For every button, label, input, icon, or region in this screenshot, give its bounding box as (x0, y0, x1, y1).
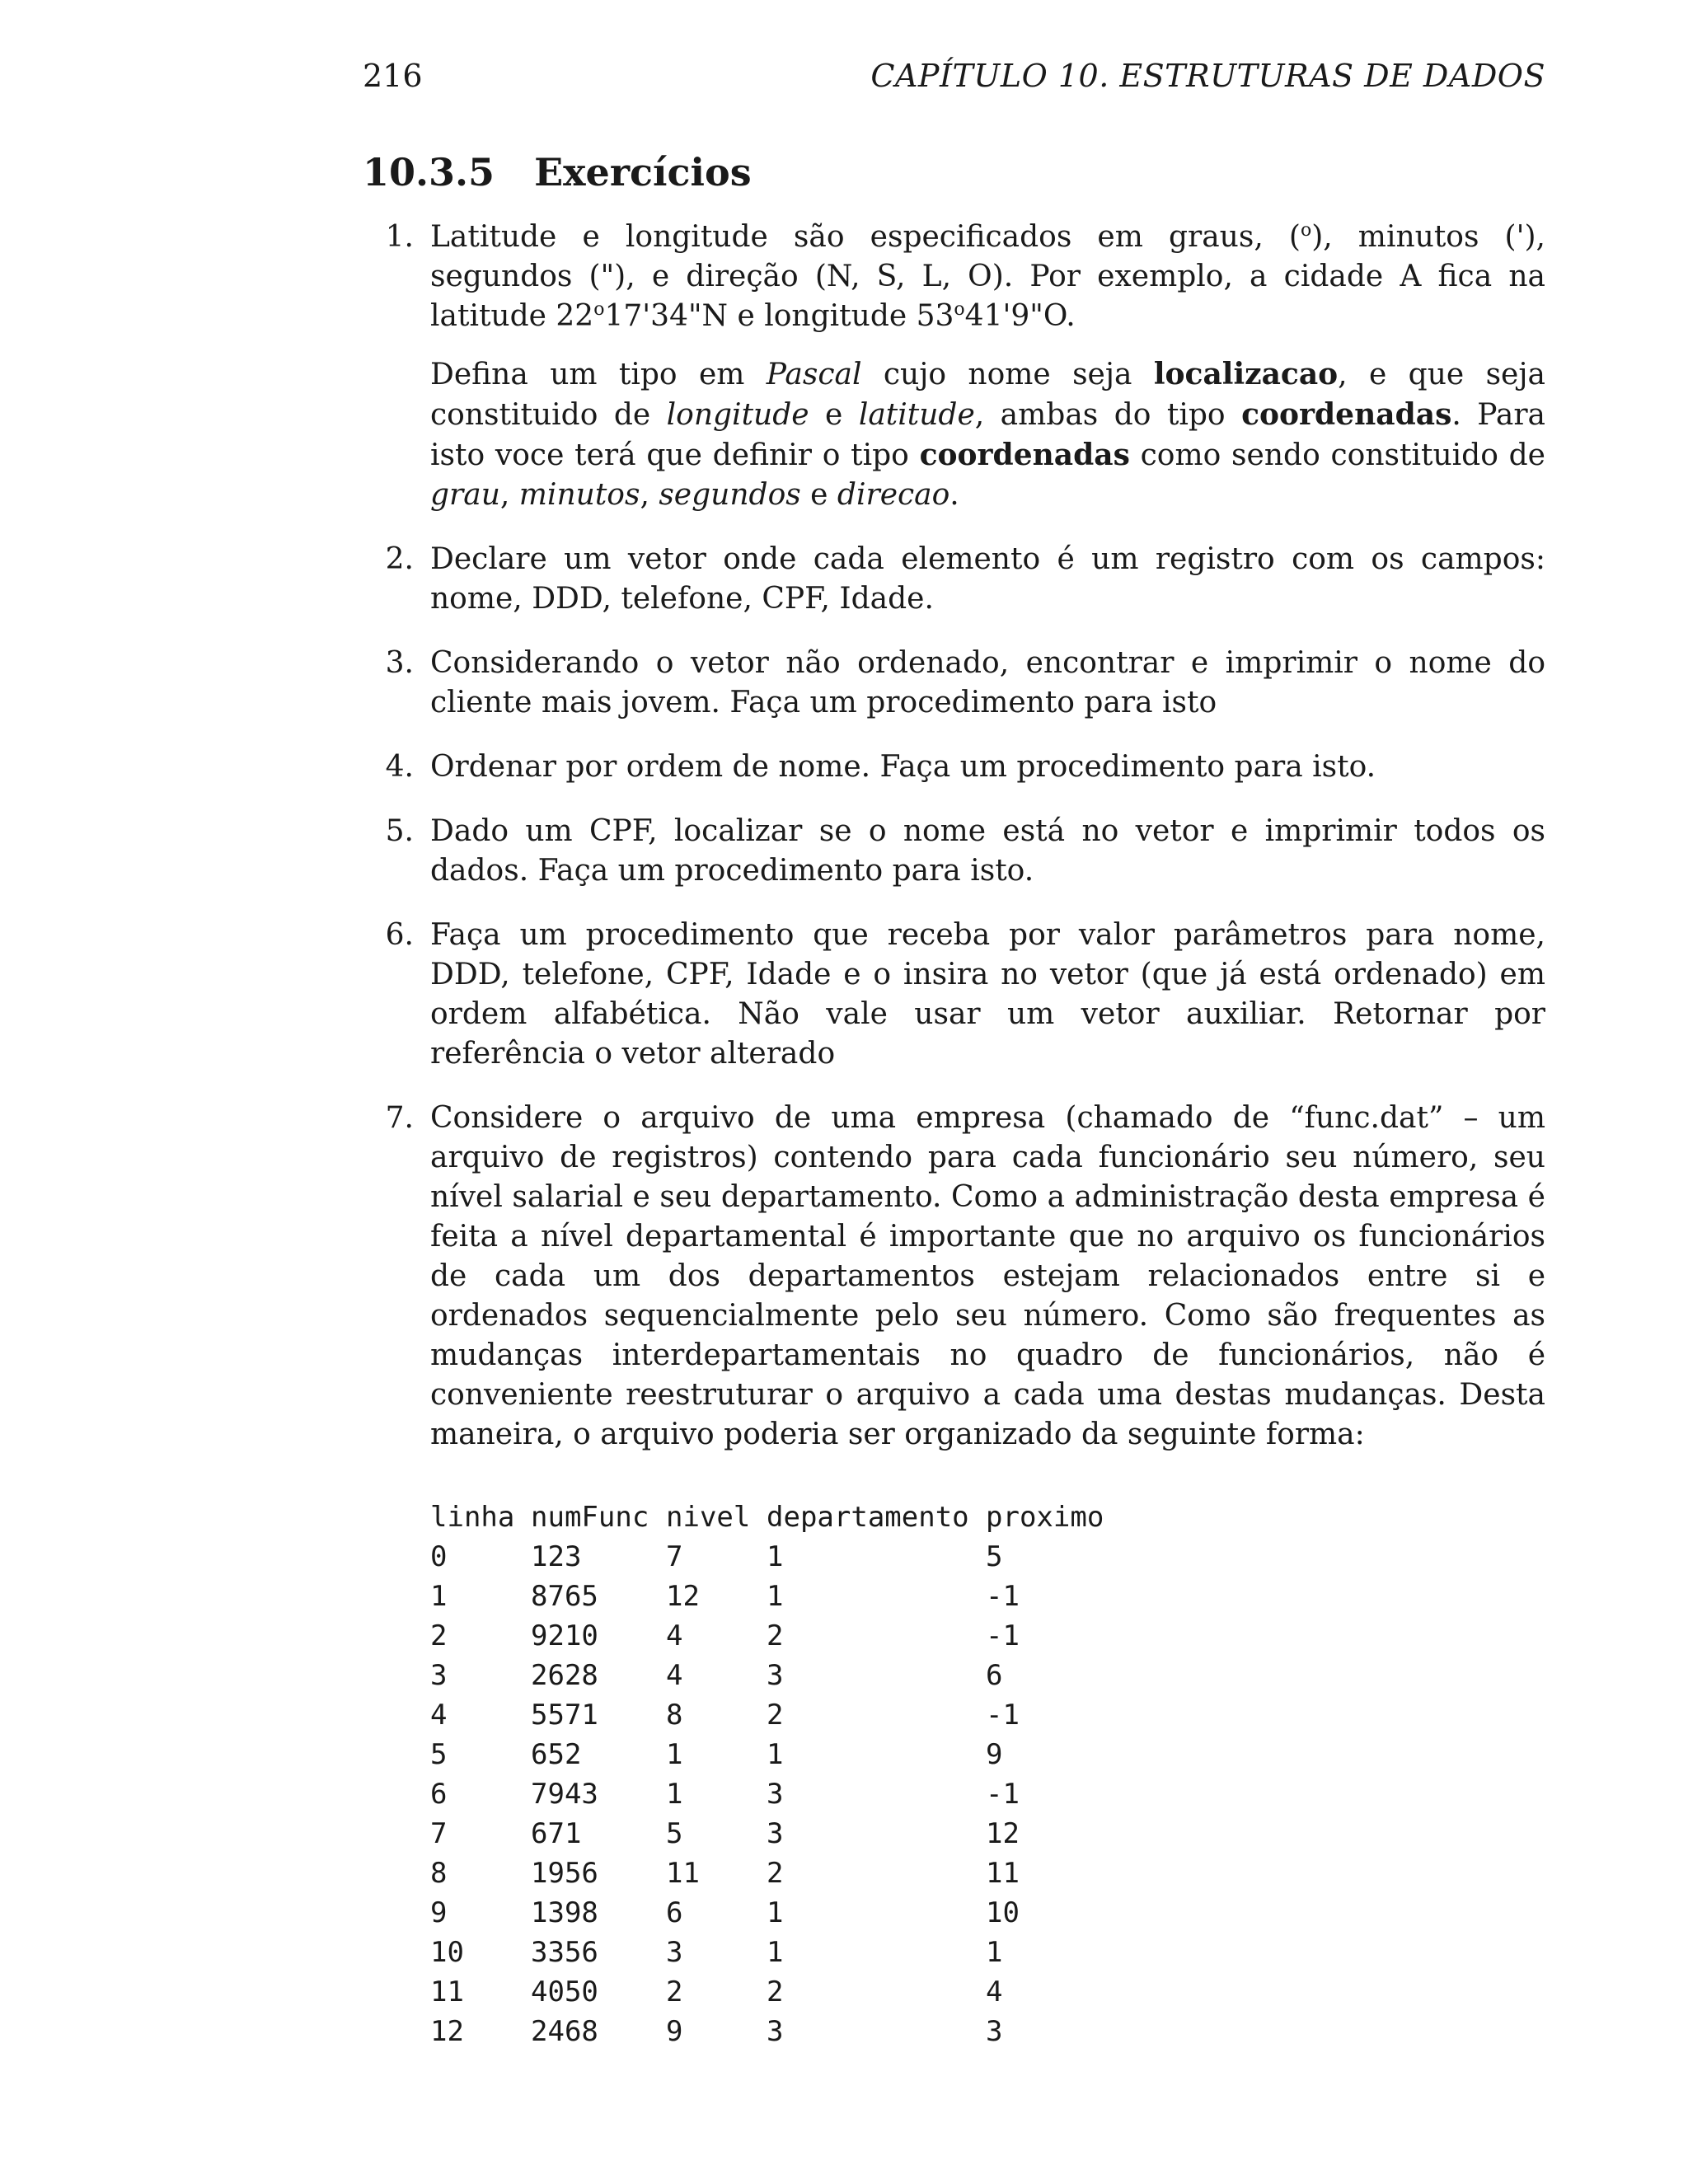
exercise-paragraph: Faça um procedimento que receba por valor parâmetros para nome, DDD, telefone, CPF, Idade e o insira no vetor (que já está ordenado) em ordem alfabética. Não vale usar um vetor auxiliar. Retornar por referência o vetor alterado (430, 918, 1545, 1071)
table-row (430, 1774, 1104, 1814)
column-header: proximo (986, 1501, 1104, 1534)
table-cell: 7 (666, 1540, 683, 1573)
exercise-paragraph: Considere o arquivo de uma empresa (chamado de “func.dat” – um arquivo de registros) contendo para cada funcionário seu número, seu nível salarial e seu departamento. Como a administração desta empresa é feita a nível departamental é importante que no arquivo os funcionários de cada um dos departamentos estejam relacionados entre si e ordenados sequencialmente pelo seu número. Como são frequentes as mudanças interdepartamentais no quadro de funcionários, não é conveniente reestruturar o arquivo a cada uma destas mudanças. Desta maneira, o arquivo poderia ser organizado da seguinte forma: (430, 1101, 1545, 1451)
text-run: como sendo constituido de (1129, 438, 1545, 472)
exercise-content (430, 218, 1545, 515)
table-cell: 1 (666, 1738, 683, 1771)
table-cell: 2468 (531, 2015, 598, 2048)
degree-superscript: o (954, 299, 965, 320)
table-cell: -1 (986, 1699, 1020, 1732)
text-run: . Para isto voce terá que definir o tipo (430, 398, 1545, 472)
text-run: Defina um tipo em (430, 358, 767, 391)
table-cell: 2 (666, 1975, 683, 2008)
exercise-number: 1. (385, 220, 414, 254)
page-number: 216 (363, 58, 423, 94)
bold-term: coordenadas (919, 438, 1130, 472)
table-cell: 7943 (531, 1778, 598, 1811)
exercise-content (430, 1099, 1545, 2051)
table-cell: 4 (430, 1699, 448, 1732)
text-run: , (640, 478, 659, 512)
table-cell: 1 (767, 1896, 784, 1929)
section-number: 10.3.5 (363, 150, 495, 194)
table-row (430, 1893, 1104, 1933)
exercise-1 (363, 218, 1545, 515)
table-cell: 1 (767, 1738, 784, 1771)
text-run: . (950, 478, 959, 512)
italic-term: longitude (666, 398, 809, 432)
table-cell: 1 (767, 1580, 784, 1613)
table-cell: 9 (666, 2015, 683, 2048)
exercise-content (430, 916, 1545, 1074)
table-cell: 4 (666, 1619, 683, 1652)
table-cell: 1956 (531, 1857, 598, 1890)
table-cell: 9210 (531, 1619, 598, 1652)
table-body (430, 1537, 1104, 2051)
italic-term: latitude (858, 398, 975, 432)
table-cell: 6 (430, 1778, 448, 1811)
exercise-content (430, 812, 1545, 891)
exercise-number: 3. (385, 646, 414, 680)
table-cell: 5 (430, 1738, 448, 1771)
exercise-paragraph: Declare um vetor onde cada elemento é um registro com os campos: nome, DDD, telefone, CPF, Idade. (430, 542, 1545, 616)
table-cell: 2 (767, 1975, 784, 2008)
exercise-content (430, 644, 1545, 723)
table-cell: 4 (986, 1975, 1003, 2008)
table-cell: 671 (531, 1817, 582, 1850)
italic-term: Pascal (766, 358, 862, 391)
table-cell: 3 (666, 1936, 683, 1969)
text-run: ), minutos ('), segundos ("), e direção (N, S, L, O). Por exemplo, a cidade A fica na latitude 22 (430, 220, 1545, 333)
table-row (430, 1814, 1104, 1854)
section-title: Exercícios (534, 150, 752, 194)
table-cell: 1 (767, 1540, 784, 1573)
table-cell: 8765 (531, 1580, 598, 1613)
column-header: departamento (767, 1501, 969, 1534)
table-cell: -1 (986, 1619, 1020, 1652)
table-cell: 3 (767, 1659, 784, 1692)
table-cell: 8 (666, 1699, 683, 1732)
table-header-row (430, 1497, 1104, 1537)
text-run: 41'9"O. (964, 299, 1076, 333)
table-cell: -1 (986, 1580, 1020, 1613)
bold-term: coordenadas (1241, 397, 1452, 432)
text-run: , (499, 478, 519, 512)
table-cell: 3356 (531, 1936, 598, 1969)
table-cell: 11 (666, 1857, 700, 1890)
table-cell: 6 (986, 1659, 1003, 1692)
table-row (430, 2012, 1104, 2051)
text-run: 17'34"N e longitude 53 (604, 299, 954, 333)
exercise-paragraph: Dado um CPF, localizar se o nome está no vetor e imprimir todos os dados. Faça um procedimento para isto. (430, 814, 1545, 888)
exercise-number: 5. (385, 814, 414, 848)
table-row (430, 1933, 1104, 1972)
text-run: e (800, 478, 837, 512)
table-row (430, 1735, 1104, 1774)
table-cell: 3 (767, 1778, 784, 1811)
text-run: Latitude e longitude são especificados em graus, ( (430, 220, 1301, 254)
exercise-4 (363, 748, 1545, 787)
table-cell: 3 (767, 2015, 784, 2048)
exercise-number: 7. (385, 1101, 414, 1135)
table-cell: 1 (767, 1936, 784, 1969)
exercise-5 (363, 812, 1545, 891)
table-cell: 7 (430, 1817, 448, 1850)
italic-term: direcao (837, 478, 950, 512)
table-cell: 1 (666, 1778, 683, 1811)
table-cell: 12 (666, 1580, 700, 1613)
table-cell: 8 (430, 1857, 448, 1890)
table-cell: 123 (531, 1540, 582, 1573)
italic-term: minutos (518, 478, 640, 512)
exercise-number: 4. (385, 750, 414, 784)
table-cell: 5 (986, 1540, 1003, 1573)
table-cell: -1 (986, 1778, 1020, 1811)
text-run: cujo nome seja (861, 358, 1154, 391)
table-cell: 1 (430, 1580, 448, 1613)
column-header: numFunc (531, 1501, 649, 1534)
table-row (430, 1695, 1104, 1735)
document-page (363, 58, 1545, 2076)
table-row (430, 1854, 1104, 1893)
column-header: linha (430, 1501, 515, 1534)
text-run: , ambas do tipo (974, 398, 1242, 432)
text-run: , e que seja constituido de (430, 358, 1545, 432)
table-cell: 3 (767, 1817, 784, 1850)
table-cell: 5 (666, 1817, 683, 1850)
degree-superscript: o (1300, 220, 1312, 241)
exercise-paragraph: Ordenar por ordem de nome. Faça um procedimento para isto. (430, 750, 1376, 784)
table-row (430, 1656, 1104, 1695)
italic-term: grau (430, 478, 500, 512)
table-cell: 1398 (531, 1896, 598, 1929)
table-row (430, 1616, 1104, 1656)
table-cell: 4 (666, 1659, 683, 1692)
bold-term: localizacao (1153, 357, 1339, 391)
table-cell: 0 (430, 1540, 448, 1573)
table-cell: 10 (430, 1936, 464, 1969)
table-cell: 9 (430, 1896, 448, 1929)
table-cell: 4050 (531, 1975, 598, 2008)
table-cell: 5571 (531, 1699, 598, 1732)
table-cell: 6 (666, 1896, 683, 1929)
exercise-content (430, 748, 1545, 787)
exercise-3 (363, 644, 1545, 723)
exercise-paragraph: Considerando o vetor não ordenado, encontrar e imprimir o nome do cliente mais jovem. Faça um procedimento para isto (430, 646, 1545, 719)
exercise-number: 6. (385, 918, 414, 952)
table-cell: 12 (430, 2015, 464, 2048)
section-heading (363, 150, 1545, 194)
exercise-number: 2. (385, 542, 414, 576)
table-cell: 652 (531, 1738, 582, 1771)
column-header: nivel (666, 1501, 751, 1534)
exercise-content (430, 540, 1545, 619)
table-cell: 9 (986, 1738, 1003, 1771)
exercise-7 (363, 1099, 1545, 2051)
table-row (430, 1577, 1104, 1616)
table-cell: 2628 (531, 1659, 598, 1692)
table-cell: 12 (986, 1817, 1020, 1850)
table-cell: 3 (430, 1659, 448, 1692)
records-table (430, 1497, 1104, 2051)
exercise-2 (363, 540, 1545, 619)
chapter-title: CAPÍTULO 10. ESTRUTURAS DE DADOS (870, 58, 1545, 94)
table-cell: 2 (430, 1619, 448, 1652)
table-cell: 3 (986, 2015, 1003, 2048)
exercise-6 (363, 916, 1545, 1074)
table-cell: 1 (986, 1936, 1003, 1969)
exercise-paragraph (430, 354, 1545, 515)
table-row (430, 1537, 1104, 1577)
italic-term: segundos (659, 478, 801, 512)
table-cell: 2 (767, 1699, 784, 1732)
table-cell: 11 (986, 1857, 1020, 1890)
table-cell: 11 (430, 1975, 464, 2008)
table-cell: 10 (986, 1896, 1020, 1929)
exercise-list (363, 218, 1545, 2051)
text-run: e (809, 398, 859, 432)
exercise-paragraph (430, 218, 1545, 336)
table-cell: 2 (767, 1619, 784, 1652)
table-cell: 2 (767, 1857, 784, 1890)
table-row (430, 1972, 1104, 2012)
degree-superscript: o (593, 299, 605, 320)
running-head (363, 58, 1545, 115)
